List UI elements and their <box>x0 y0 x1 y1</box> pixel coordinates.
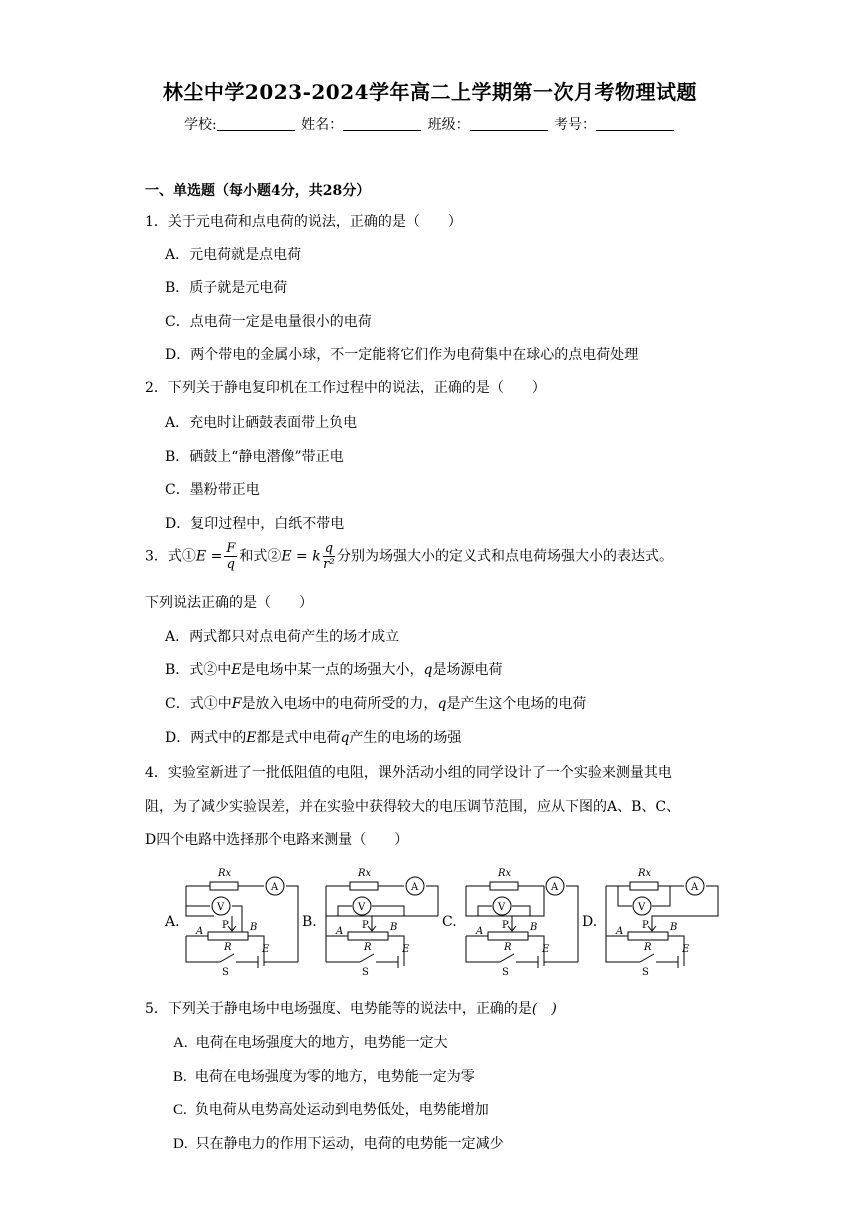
svg-text:S: S <box>362 967 369 978</box>
option-c-var-q: q <box>437 696 447 712</box>
option-letter: D. <box>173 1136 188 1152</box>
question-1-option-d[interactable]: D．两个带电的金属小球，不一定能将它们作为电荷集中在球心的点电荷处理 <box>165 347 639 363</box>
option-letter: A. <box>173 1035 188 1051</box>
question-1-option-b[interactable]: B．质子就是元电荷 <box>165 280 288 296</box>
formula-1-lhs: E = <box>195 548 223 565</box>
circuit-d <box>582 868 718 978</box>
name-blank[interactable] <box>343 116 421 131</box>
svg-text:S: S <box>222 967 229 978</box>
formula-1-numerator: F <box>226 541 236 556</box>
question-2-option-a[interactable]: A．充电时让硒鼓表面带上负电 <box>165 415 358 431</box>
option-text: 电荷在电场强度为零的地方，电势能一定为零 <box>194 1069 475 1085</box>
school-blank[interactable] <box>217 116 295 131</box>
svg-text:A: A <box>196 926 204 937</box>
svg-text:R: R <box>644 942 652 953</box>
svg-text:P: P <box>362 920 369 931</box>
formula-1-fraction <box>224 542 237 571</box>
svg-text:P: P <box>642 920 649 931</box>
exam-number-label: 考号： <box>554 117 597 133</box>
section-heading: 一、单选题（每小题4分，共28分） <box>145 183 371 199</box>
circuit-a-label: A. <box>165 914 180 930</box>
class-blank[interactable] <box>470 116 548 131</box>
svg-text:Rx: Rx <box>638 868 652 879</box>
svg-text:A: A <box>271 882 279 893</box>
circuit-c <box>442 868 578 978</box>
option-text: 电荷在电场强度大的地方，电势能一定大 <box>195 1035 448 1051</box>
question-3-option-b[interactable] <box>165 659 503 679</box>
question-5-option-a[interactable] <box>173 1032 448 1052</box>
svg-text:Rx: Rx <box>358 868 372 879</box>
svg-text:E: E <box>262 944 270 955</box>
svg-text:R: R <box>224 942 232 953</box>
svg-text:A: A <box>691 882 699 893</box>
exam-number-blank[interactable] <box>596 116 674 131</box>
option-c-text-1: C．式①中 <box>165 696 232 712</box>
question-5-answer-paren: ( ) <box>531 1001 557 1017</box>
question-3-mid: 和式② <box>239 548 282 565</box>
question-3-option-a[interactable]: A．两式都只对点电荷产生的场才成立 <box>165 629 400 645</box>
svg-text:R: R <box>504 942 512 953</box>
question-3-stem <box>145 542 673 571</box>
svg-text:C.: C. <box>442 914 457 930</box>
option-b-text-1: B．式②中 <box>165 662 232 678</box>
question-3-suffix: 分别为场强大小的定义式和点电荷场强大小的表达式。 <box>337 548 674 565</box>
svg-text:B.: B. <box>302 914 317 930</box>
option-c-text-3: 是产生这个电场的电荷 <box>446 696 587 712</box>
svg-text:R: R <box>364 942 372 953</box>
svg-text:B: B <box>390 922 398 933</box>
circuit-a <box>164 868 298 978</box>
svg-text:E: E <box>402 944 410 955</box>
switch-icon <box>220 954 234 962</box>
formula-2-fraction <box>323 542 335 571</box>
svg-text:Rx: Rx <box>218 868 232 879</box>
question-5-option-d[interactable] <box>173 1133 504 1153</box>
formula-1-denominator: q <box>226 557 235 572</box>
svg-text:D.: D. <box>582 914 598 930</box>
question-3-prefix: 3．式① <box>145 548 196 565</box>
svg-text:A: A <box>336 926 344 937</box>
svg-text:B: B <box>670 922 678 933</box>
svg-text:E: E <box>682 944 690 955</box>
question-1-stem: 1．关于元电荷和点电荷的说法，正确的是（ ） <box>145 214 462 230</box>
svg-text:A: A <box>551 882 559 893</box>
option-c-var-f: F <box>231 696 242 712</box>
exam-title: 林尘中学2023-2024学年高二上学期第一次月考物理试题 <box>162 80 698 104</box>
svg-text:B: B <box>530 922 538 933</box>
class-label: 班级： <box>427 117 470 133</box>
question-3-option-d[interactable] <box>165 727 461 747</box>
svg-text:S: S <box>642 967 649 978</box>
question-4-line-3: D四个电路中选择那个电路来测量（ ） <box>145 832 409 848</box>
question-4-line-2: 阻，为了减少实验误差，并在实验中获得较大的电压调节范围，应从下图的A、B、C、 <box>145 799 681 815</box>
question-2-option-b[interactable]: B．硒鼓上“静电潜像”带正电 <box>165 449 344 465</box>
option-d-text-2: 都是式中电荷 <box>256 730 341 746</box>
svg-text:V: V <box>217 902 225 913</box>
option-text: 负电荷从电势高处运动到电势低处，电势能增加 <box>194 1102 489 1118</box>
question-5-stem <box>145 998 557 1018</box>
circuit-svg <box>160 858 720 978</box>
question-5-option-b[interactable] <box>173 1066 475 1086</box>
formula-2-numerator: q <box>324 541 334 556</box>
option-d-text-3: 产生的电场的场强 <box>349 730 462 746</box>
svg-text:P: P <box>502 920 509 931</box>
option-d-var-e: E <box>246 730 257 746</box>
option-b-text-3: 是场源电荷 <box>432 662 503 678</box>
school-label: 学校: <box>183 117 217 133</box>
circuit-diagrams <box>160 858 720 978</box>
question-5-stem-text: 5．下列关于静电场中电场强度、电势能等的说法中，正确的是 <box>145 1001 532 1017</box>
option-c-text-2: 是放入电场中的电荷所受的力， <box>241 696 438 712</box>
formula-2-denominator: r² <box>323 557 335 572</box>
option-d-var-q: q <box>340 730 350 746</box>
svg-text:A: A <box>411 882 419 893</box>
svg-text:E: E <box>542 944 550 955</box>
svg-text:V: V <box>638 902 646 913</box>
svg-text:P: P <box>222 920 229 931</box>
svg-text:Rx: Rx <box>498 868 512 879</box>
question-1-option-c[interactable]: C．点电荷一定是电量很小的电荷 <box>165 314 372 330</box>
svg-text:B: B <box>250 922 258 933</box>
svg-text:V: V <box>358 902 366 913</box>
question-2-option-c[interactable]: C．墨粉带正电 <box>165 482 260 498</box>
option-letter: B. <box>173 1069 187 1085</box>
student-info-row <box>0 114 860 134</box>
question-4-line-1: 4．实验室新进了一批低阻值的电阻，课外活动小组的同学设计了一个实验来测量其电 <box>145 765 672 781</box>
question-2-option-d[interactable]: D．复印过程中，白纸不带电 <box>165 516 345 532</box>
name-label: 姓名： <box>301 117 344 133</box>
svg-text:A: A <box>476 926 484 937</box>
option-text: 只在静电力的作用下运动，电荷的电势能一定减少 <box>195 1136 504 1152</box>
option-b-text-2: 是电场中某一点的场强大小， <box>241 662 424 678</box>
rheostat <box>208 932 248 940</box>
option-letter: C. <box>173 1102 187 1118</box>
rx-resistor <box>210 882 238 890</box>
question-2-stem: 2．下列关于静电复印机在工作过程中的说法，正确的是（ ） <box>145 380 546 396</box>
battery-icon <box>258 956 264 968</box>
question-3-option-c[interactable] <box>165 693 586 713</box>
option-d-text-1: D．两式中的 <box>165 730 247 746</box>
formula-2-lhs: E = k <box>281 548 321 565</box>
svg-text:V: V <box>498 902 506 913</box>
question-1-option-a[interactable]: A．元电荷就是点电荷 <box>165 247 302 263</box>
svg-text:A: A <box>616 926 624 937</box>
question-5-option-c[interactable] <box>173 1099 489 1119</box>
question-3-stem-2: 下列说法正确的是（ ） <box>145 595 313 611</box>
circuit-b <box>302 868 438 978</box>
svg-text:S: S <box>502 967 509 978</box>
option-b-var-q: q <box>423 662 433 678</box>
option-b-var-e: E <box>231 662 242 678</box>
